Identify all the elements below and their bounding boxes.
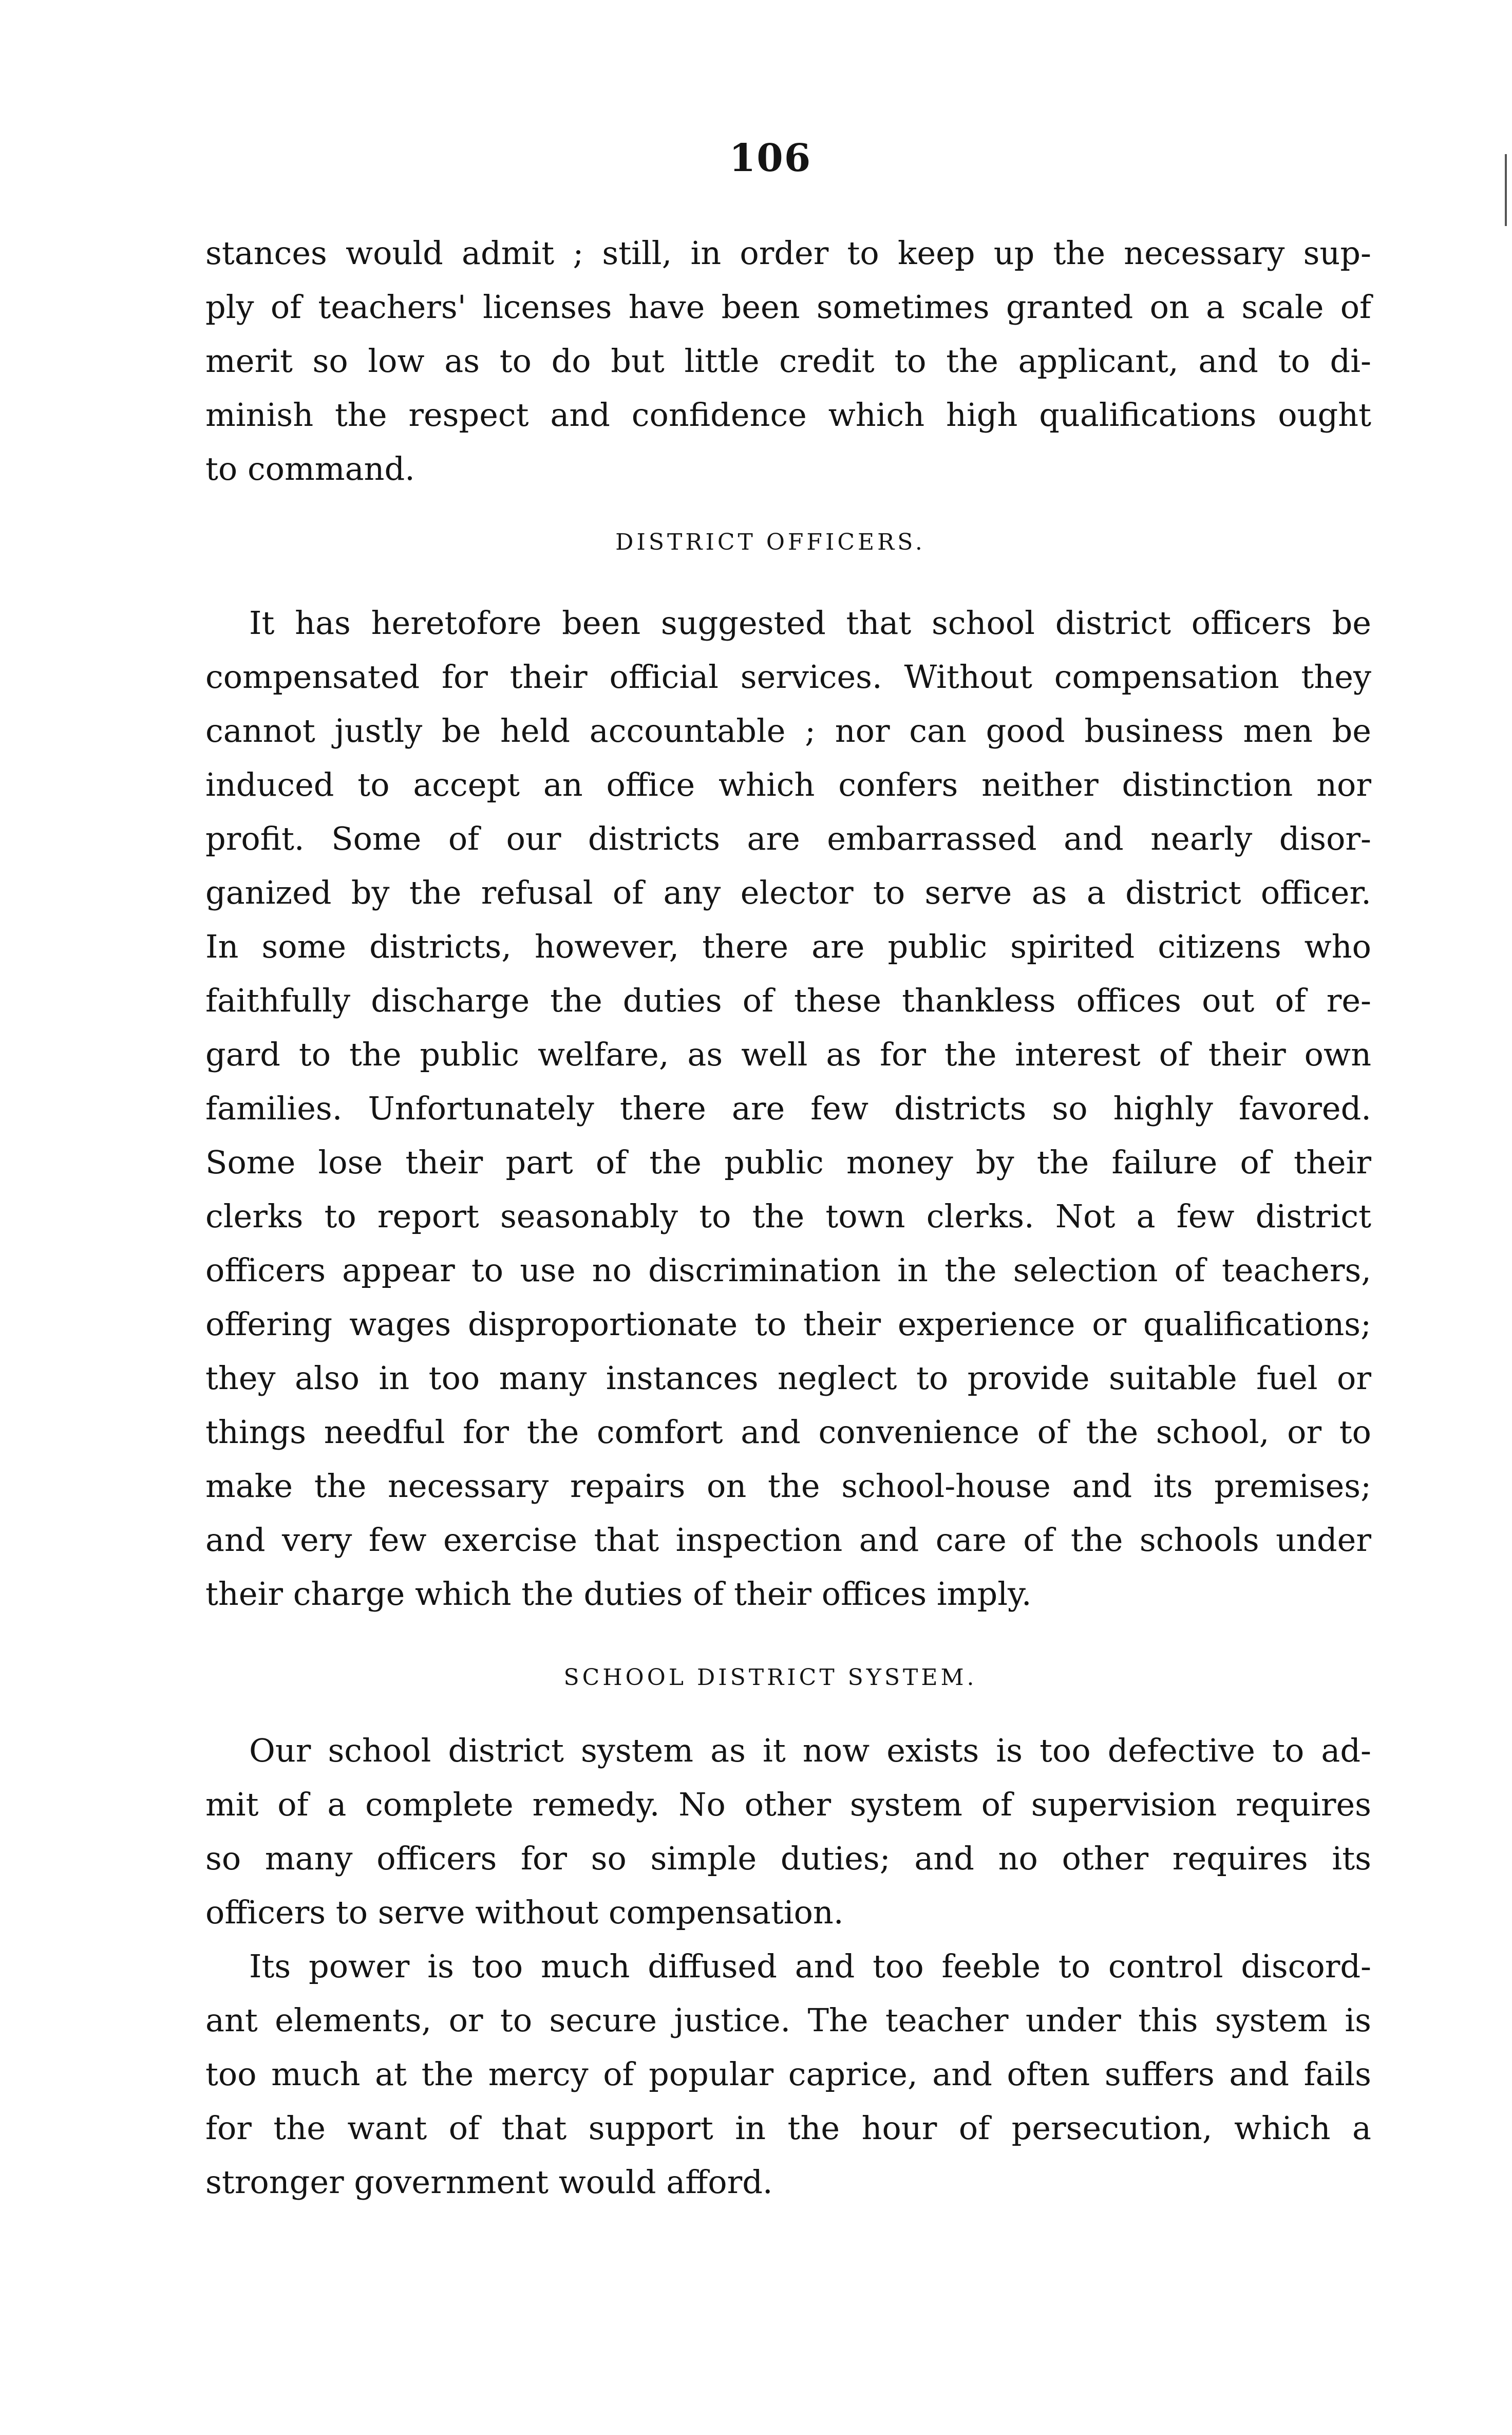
text-line: for the want of that support in the hour of persecution, which a <box>205 2109 1371 2147</box>
text-line: ganized by the refusal of any elector to serve as a district officer. <box>205 874 1371 911</box>
text-line: too much at the mercy of popular caprice, and often suffers and fails <box>205 2055 1371 2093</box>
paragraph-power-diffused <box>205 1939 1371 2209</box>
text-line: their charge which the duties of their offices imply. <box>205 1575 1032 1613</box>
text-line: to command. <box>205 450 415 488</box>
text-line: It has heretofore been suggested that school district officers be <box>249 604 1371 642</box>
text-line: officers appear to use no discrimination in the selection of teachers, <box>205 1251 1371 1289</box>
text-line: things needful for the comfort and convenience of the school, or to <box>205 1413 1371 1451</box>
text-line: Some lose their part of the public money by the failure of their <box>205 1144 1371 1181</box>
text-line: offering wages disproportionate to their experience or qualifications; <box>205 1305 1371 1343</box>
text-line: Our school district system as it now exists is too defective to ad- <box>249 1732 1371 1769</box>
paragraph-intro <box>205 226 1371 496</box>
text-line: profit. Some of our districts are embarrassed and nearly disor- <box>205 820 1371 857</box>
text-line: faithfully discharge the duties of these thankless offices out of re- <box>205 982 1371 1019</box>
text-line: mit of a complete remedy. No other system of supervision requires <box>205 1786 1371 1823</box>
text-line: so many officers for so simple duties; and no other requires its <box>205 1840 1371 1877</box>
text-line: officers to serve without compensation. <box>205 1894 844 1931</box>
text-line: make the necessary repairs on the school-house and its premises; <box>205 1467 1371 1505</box>
text-line: stronger government would afford. <box>205 2163 773 2201</box>
paragraph-system-defective <box>205 1724 1371 1939</box>
text-line: minish the respect and confidence which high qualifications ought <box>205 396 1371 434</box>
text-line: ply of teachers' licenses have been sometimes granted on a scale of <box>205 288 1371 326</box>
text-line: In some districts, however, there are public spirited citizens who <box>205 928 1371 965</box>
text-line: gard to the public welfare, as well as for the interest of their own <box>205 1036 1371 1073</box>
text-line: ant elements, or to secure justice. The teacher under this system is <box>205 2001 1371 2039</box>
text-line: they also in too many instances neglect to provide suitable fuel or <box>205 1359 1371 1397</box>
text-line: cannot justly be held accountable ; nor can good business men be <box>205 712 1371 750</box>
text-line: induced to accept an office which confers neither distinction nor <box>205 766 1371 803</box>
text-line: clerks to report seasonably to the town clerks. Not a few district <box>205 1197 1371 1235</box>
text-line: Its power is too much diffused and too feeble to control discord- <box>249 1947 1371 1985</box>
heading-district-officers: DISTRICT OFFICERS. <box>615 529 925 555</box>
paragraph-district-officers <box>205 596 1371 1621</box>
text-line: and very few exercise that inspection and care of the schools under <box>205 1521 1371 1559</box>
text-line: compensated for their official services. Without compensation they <box>205 658 1371 696</box>
text-line: stances would admit ; still, in order to keep up the necessary sup- <box>205 234 1371 272</box>
text-line: merit so low as to do but little credit to the applicant, and to di- <box>205 342 1371 380</box>
text-line: families. Unfortunately there are few districts so highly favored. <box>205 1090 1371 1127</box>
page-number: 106 <box>729 136 812 180</box>
heading-school-district-system: SCHOOL DISTRICT SYSTEM. <box>563 1664 977 1691</box>
